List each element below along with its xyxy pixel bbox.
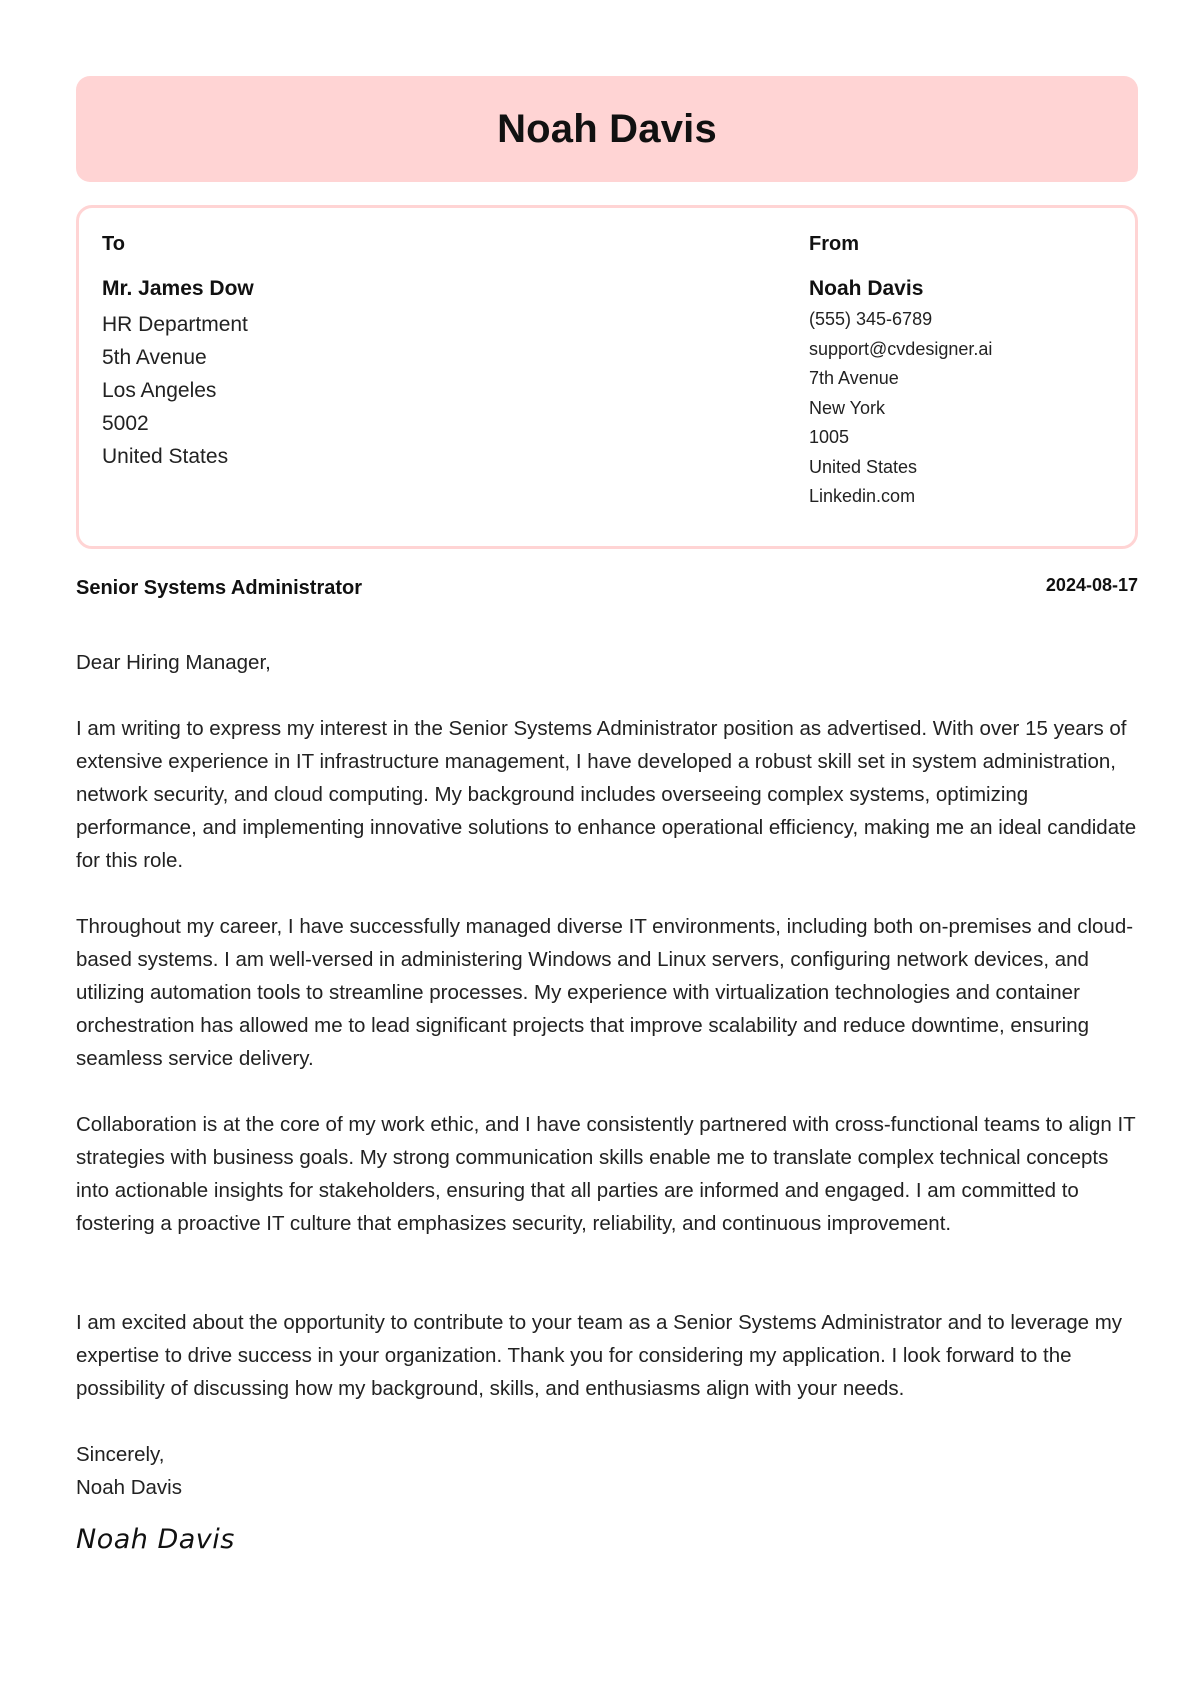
sender-street: 7th Avenue [809, 368, 899, 388]
job-title: Senior Systems Administrator [76, 577, 363, 599]
recipient-address [102, 308, 254, 473]
recipient-name: Mr. James Dow [102, 277, 254, 300]
salutation: Dear Hiring Manager, [76, 651, 271, 674]
header-banner [76, 76, 1138, 182]
sender-postal-code: 1005 [809, 427, 850, 447]
recipient-street: 5th Avenue [102, 346, 207, 369]
closing-name: Noah Davis [76, 1476, 182, 1499]
recipient-country: United States [102, 445, 229, 468]
recipient-block [102, 232, 254, 473]
sender-linkedin: Linkedin.com [809, 486, 916, 506]
paragraph-3: Collaboration is at the core of my work ethic, and I have consistently partnered with cross-functional teams to align IT strategies with business goals. My strong communication skills enable me to translate complex technical concepts into actionable insights for stakeholders, ensuring that all parties are informed and engaged. I am committed to fostering a proactive IT culture that emphasizes security, reliability, and continuous improvement. [76, 1113, 1136, 1235]
address-box [76, 205, 1138, 549]
recipient-city: Los Angeles [102, 379, 217, 402]
letter-date: 2024-08-17 [1045, 575, 1138, 595]
sender-name: Noah Davis [809, 277, 924, 300]
sender-email: support@cvdesigner.ai [809, 338, 993, 359]
recipient-department: HR Department [102, 313, 248, 336]
applicant-name-title: Noah Davis [497, 106, 717, 151]
sender-block [809, 232, 992, 512]
signature: Noah Davis [76, 1524, 235, 1555]
sender-heading: From [809, 233, 859, 255]
sender-phone: (555) 345-6789 [809, 309, 933, 329]
sender-country: United States [809, 456, 918, 477]
sender-city: New York [809, 397, 886, 418]
cover-letter-page [76, 76, 1138, 1555]
sender-contact [809, 305, 992, 512]
letter-meta-row [76, 573, 1138, 603]
paragraph-1: I am writing to express my interest in the Senior Systems Administrator position as advertised. With over 15 years of extensive experience in IT infrastructure management, I have developed a robust skill set in system administration, network security, and cloud computing. My background includes overseeing complex systems, optimizing performance, and implementing innovative solutions to enhance operational efficiency, making me an ideal candidate for this role. [76, 717, 1137, 872]
closing: Sincerely, [76, 1443, 165, 1466]
recipient-postal-code: 5002 [102, 412, 149, 435]
paragraph-4: I am excited about the opportunity to contribute to your team as a Senior Systems Administrator and to leverage my expertise to drive success in your organization. Thank you for considering my application. I look forward to the possibility of discussing how my background, skills, and enthusiasms align with your needs. [76, 1311, 1123, 1400]
paragraph-2: Throughout my career, I have successfully managed diverse IT environments, including both on-premises and cloud-based systems. I am well-versed in administering Windows and Linux servers, configuring network devices, and utilizing automation tools to streamline processes. My experience with virtualization technologies and container orchestration has allowed me to lead significant projects that improve scalability and reduce downtime, ensuring seamless service delivery. [76, 915, 1134, 1070]
recipient-heading: To [102, 233, 125, 255]
